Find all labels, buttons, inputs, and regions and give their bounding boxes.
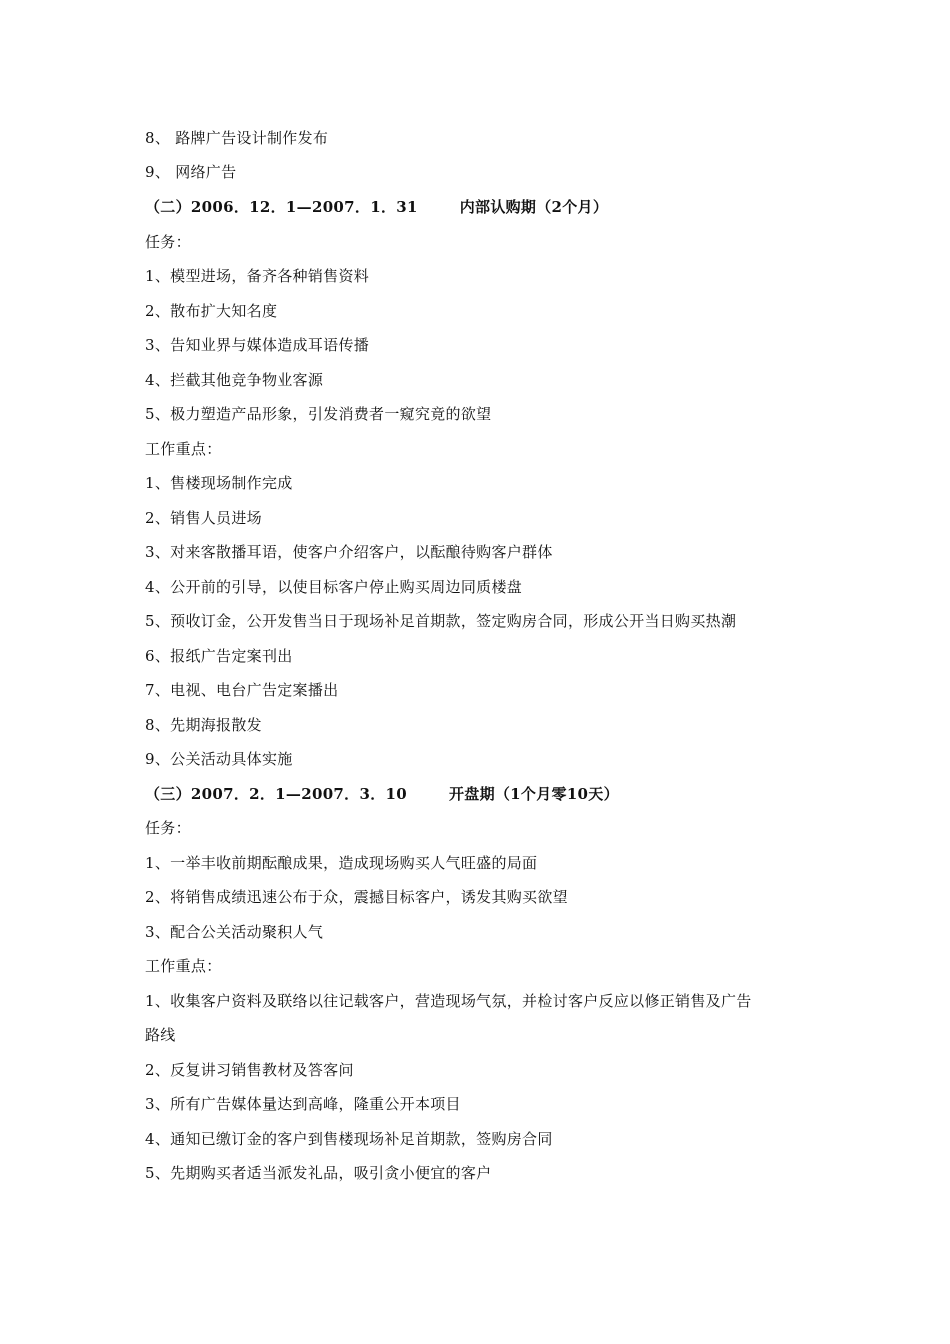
list-item: 4、公开前的引导，以使目标客户停止购买周边同质楼盘 [145,578,523,596]
tasks-label: 任务： [145,233,191,251]
list-item: 3、所有广告媒体量达到高峰，隆重公开本项目 [145,1095,461,1113]
list-item: 6、报纸广告定案刊出 [145,647,293,665]
list-item: 1、收集客户资料及联络以往记载客户，营造现场气氛，并检讨客户反应以修正销售及广告 [145,992,752,1010]
phase3-period: （三）2007．2．1—2007．3．10 [145,785,407,803]
list-item: 2、散布扩大知名度 [145,302,278,320]
list-item: 7、电视、电台广告定案播出 [145,681,339,699]
list-item: 2、销售人员进场 [145,509,262,527]
phase2-period: （二）2006．12．1—2007．1．31 [145,198,418,216]
phase2-title: 内部认购期（2个月） [459,198,609,216]
list-item: 2、将销售成绩迅速公布于众，震撼目标客户，诱发其购买欲望 [145,888,568,906]
list-item: 4、通知已缴订金的客户到售楼现场补足首期款，签购房合同 [145,1130,553,1148]
tasks-label: 任务： [145,819,191,837]
phase3-title: 开盘期（1个月零10天） [448,785,619,803]
focus-label: 工作重点： [145,440,222,458]
list-item: 4、拦截其他竞争物业客源 [145,371,324,389]
focus-label: 工作重点： [145,957,222,975]
list-item: 3、配合公关活动聚积人气 [145,923,324,941]
list-item: 5、预收订金，公开发售当日于现场补足首期款，签定购房合同，形成公开当日购买热潮 [145,612,737,630]
list-item: 1、售楼现场制作完成 [145,474,293,492]
list-item: 5、极力塑造产品形象，引发消费者一窥究竟的欲望 [145,405,492,423]
list-item: 8、 路牌广告设计制作发布 [145,129,329,147]
list-item: 9、公关活动具体实施 [145,750,293,768]
list-item: 1、模型进场，备齐各种销售资料 [145,267,370,285]
section-heading-phase3 [145,784,619,804]
list-item-continuation: 路线 [145,1026,176,1044]
list-item: 1、一举丰收前期酝酿成果，造成现场购买人气旺盛的局面 [145,854,538,872]
list-item: 5、先期购买者适当派发礼品，吸引贪小便宜的客户 [145,1164,492,1182]
list-item: 2、反复讲习销售教材及答客问 [145,1061,354,1079]
list-item: 3、告知业界与媒体造成耳语传播 [145,336,370,354]
list-item: 8、先期海报散发 [145,716,262,734]
section-heading-phase2 [145,197,608,217]
list-item: 3、对来客散播耳语，使客户介绍客户，以酝酿待购客户群体 [145,543,553,561]
list-item: 9、 网络广告 [145,163,237,181]
